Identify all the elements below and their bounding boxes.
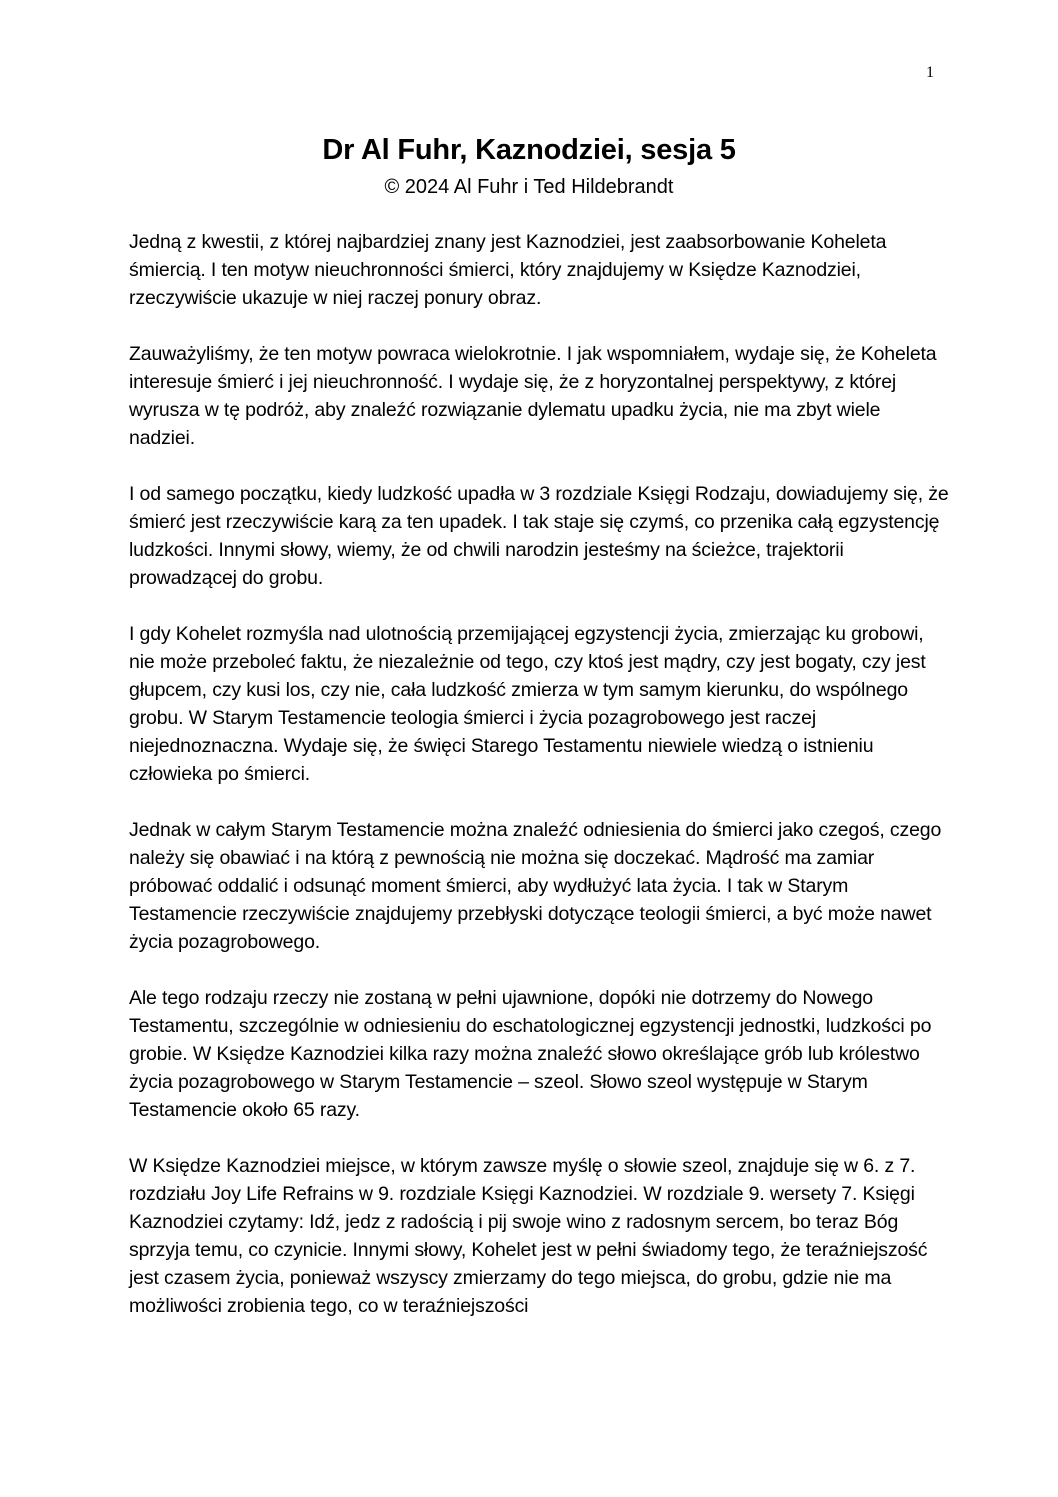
paragraph: Jedną z kwestii, z której najbardziej znany jest Kaznodziei, jest zaabsorbowanie Koheleta śmiercią. I ten motyw nieuchronności śmierci, który znajdujemy w Księdze Kaznodziei, rzeczywiście ukazuje w niej raczej ponury obraz. (129, 231, 887, 309)
paragraph: Zauważyliśmy, że ten motyw powraca wielokrotnie. I jak wspomniałem, wydaje się, że Koheleta interesuje śmierć i jej nieuchronność. I wydaje się, że z horyzontalnej perspektywy, z której wyrusza w tę podróż, aby znaleźć rozwiązanie dylematu upadku życia, nie ma zbyt wiele nadziei. (129, 343, 937, 449)
copyright-line: © 2024 Al Fuhr i Ted Hildebrandt (384, 176, 674, 198)
document-title: Dr Al Fuhr, Kaznodziei, sesja 5 (322, 134, 736, 166)
document-body (129, 228, 949, 1348)
paragraph: I od samego początku, kiedy ludzkość upadła w 3 rozdziale Księgi Rodzaju, dowiadujemy się, że śmierć jest rzeczywiście karą za ten upadek. I tak staje się czymś, co przenika całą egzystencję ludzkości. Innymi słowy, wiemy, że od chwili narodzin jesteśmy na ścieżce, trajektorii prowadzącej do grobu. (129, 483, 949, 589)
paragraph: Jednak w całym Starym Testamencie można znaleźć odniesienia do śmierci jako czegoś, czego należy się obawiać i na którą z pewnością nie można się doczekać. Mądrość ma zamiar próbować oddalić i odsunąć moment śmierci, aby wydłużyć lata życia. I tak w Starym Testamencie rzeczywiście znajdujemy przebłyski dotyczące teologii śmierci, a być może nawet życia pozagrobowego. (129, 819, 942, 953)
paragraph: I gdy Kohelet rozmyśla nad ulotnością przemijającej egzystencji życia, zmierzając ku grobowi, nie może przeboleć faktu, że niezależnie od tego, czy ktoś jest mądry, czy jest bogaty, czy jest głupcem, czy kusi los, czy nie, cała ludzkość zmierza w tym samym kierunku, do wspólnego grobu. W Starym Testamencie teologia śmierci i życia pozagrobowego jest raczej niejednoznaczna. Wydaje się, że święci Starego Testamentu niewiele wiedzą o istnieniu człowieka po śmierci. (129, 623, 926, 785)
page-number: 1 (926, 64, 934, 81)
paragraph: W Księdze Kaznodziei miejsce, w którym zawsze myślę o słowie szeol, znajduje się w 6. z 7. rozdziału Joy Life Refrains w 9. rozdziale Księgi Kaznodziei. W rozdziale 9. wersety 7. Księgi Kaznodziei czytamy: Idź, jedz z radością i pij swoje wino z radosnym sercem, bo teraz Bóg sprzyja temu, co czynicie. Innymi słowy, Kohelet jest w pełni świadomy tego, że teraźniejszość jest czasem życia, ponieważ wszyscy zmierzamy do tego miejsca, do grobu, gdzie nie ma możliwości zrobienia tego, co w teraźniejszości (129, 1155, 928, 1317)
paragraph: Ale tego rodzaju rzeczy nie zostaną w pełni ujawnione, dopóki nie dotrzemy do Nowego Testamentu, szczególnie w odniesieniu do eschatologicznej egzystencji jednostki, ludzkości po grobie. W Księdze Kaznodziei kilka razy można znaleźć słowo określające grób lub królestwo życia pozagrobowego w Starym Testamencie – szeol. Słowo szeol występuje w Starym Testamencie około 65 razy. (129, 987, 932, 1121)
